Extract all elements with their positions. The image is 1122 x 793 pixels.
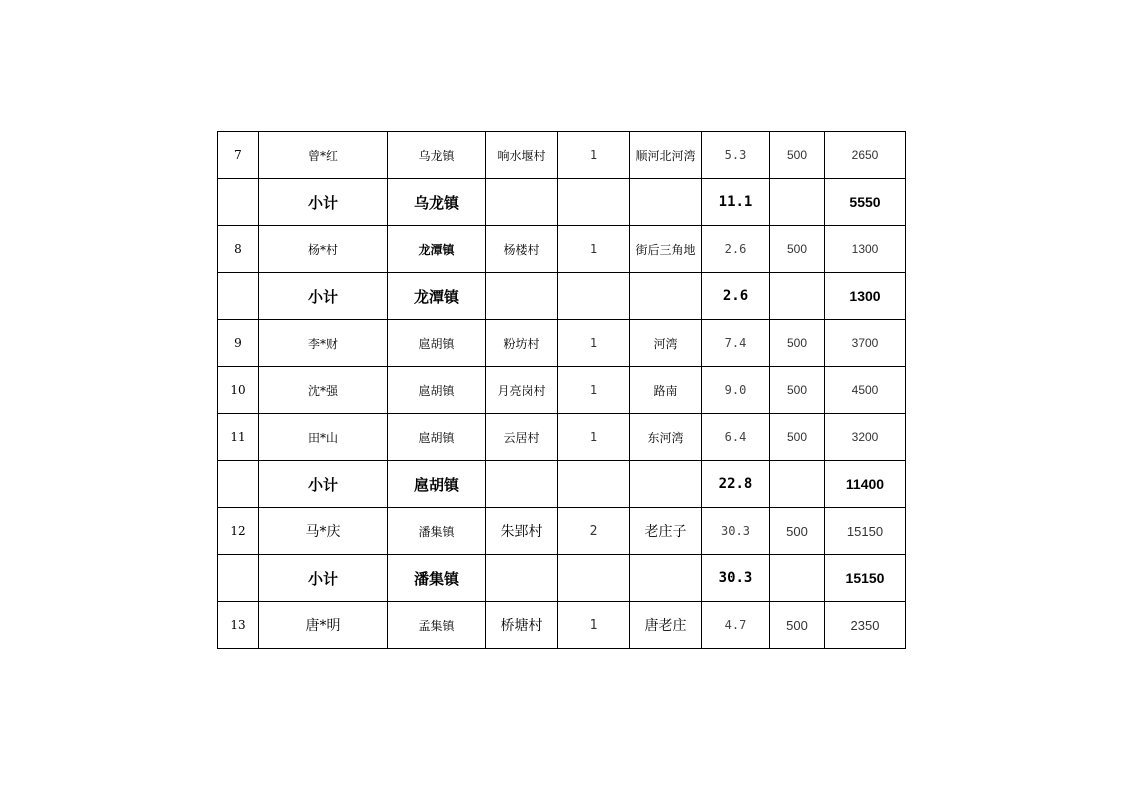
quantity-cell bbox=[558, 179, 630, 226]
table-row bbox=[218, 226, 906, 273]
row-number-cell: 13 bbox=[218, 602, 259, 649]
table-row bbox=[218, 602, 906, 649]
subtotal-row bbox=[218, 273, 906, 320]
location-cell: 顺河北河湾 bbox=[630, 132, 702, 179]
name-cell: 杨*村 bbox=[259, 226, 388, 273]
town-cell: 龙潭镇 bbox=[388, 273, 486, 320]
area-cell: 9.0 bbox=[702, 367, 770, 414]
area-cell: 7.4 bbox=[702, 320, 770, 367]
table-row bbox=[218, 132, 906, 179]
town-cell: 扈胡镇 bbox=[388, 414, 486, 461]
village-cell bbox=[486, 461, 558, 508]
rate-cell: 500 bbox=[770, 226, 825, 273]
name-cell: 唐*明 bbox=[259, 602, 388, 649]
town-cell: 乌龙镇 bbox=[388, 179, 486, 226]
location-cell: 路南 bbox=[630, 367, 702, 414]
rate-cell bbox=[770, 273, 825, 320]
village-cell: 桥塘村 bbox=[486, 602, 558, 649]
location-cell: 唐老庄 bbox=[630, 602, 702, 649]
area-cell: 30.3 bbox=[702, 508, 770, 555]
quantity-cell: 1 bbox=[558, 414, 630, 461]
rate-cell: 500 bbox=[770, 132, 825, 179]
location-cell bbox=[630, 273, 702, 320]
row-number-cell bbox=[218, 555, 259, 602]
quantity-cell: 2 bbox=[558, 508, 630, 555]
town-cell: 龙潭镇 bbox=[388, 226, 486, 273]
name-cell: 沈*强 bbox=[259, 367, 388, 414]
row-number-cell: 8 bbox=[218, 226, 259, 273]
location-cell bbox=[630, 555, 702, 602]
village-cell bbox=[486, 179, 558, 226]
name-cell: 小计 bbox=[259, 179, 388, 226]
town-cell: 乌龙镇 bbox=[388, 132, 486, 179]
amount-cell: 3700 bbox=[825, 320, 906, 367]
amount-cell: 2650 bbox=[825, 132, 906, 179]
name-cell: 曾*红 bbox=[259, 132, 388, 179]
village-cell: 响水堰村 bbox=[486, 132, 558, 179]
amount-cell: 2350 bbox=[825, 602, 906, 649]
amount-cell: 15150 bbox=[825, 555, 906, 602]
rate-cell: 500 bbox=[770, 367, 825, 414]
area-cell: 4.7 bbox=[702, 602, 770, 649]
village-cell bbox=[486, 273, 558, 320]
area-cell: 2.6 bbox=[702, 226, 770, 273]
name-cell: 小计 bbox=[259, 461, 388, 508]
village-cell: 杨楼村 bbox=[486, 226, 558, 273]
quantity-cell: 1 bbox=[558, 367, 630, 414]
quantity-cell bbox=[558, 461, 630, 508]
town-cell: 扈胡镇 bbox=[388, 461, 486, 508]
amount-cell: 1300 bbox=[825, 226, 906, 273]
quantity-cell: 1 bbox=[558, 132, 630, 179]
row-number-cell: 12 bbox=[218, 508, 259, 555]
amount-cell: 1300 bbox=[825, 273, 906, 320]
area-cell: 2.6 bbox=[702, 273, 770, 320]
area-cell: 6.4 bbox=[702, 414, 770, 461]
amount-cell: 5550 bbox=[825, 179, 906, 226]
location-cell: 老庄子 bbox=[630, 508, 702, 555]
village-cell: 云居村 bbox=[486, 414, 558, 461]
row-number-cell bbox=[218, 461, 259, 508]
location-cell: 东河湾 bbox=[630, 414, 702, 461]
table-row bbox=[218, 414, 906, 461]
subtotal-row bbox=[218, 555, 906, 602]
subtotal-row bbox=[218, 179, 906, 226]
name-cell: 李*财 bbox=[259, 320, 388, 367]
table-body bbox=[218, 132, 906, 649]
name-cell: 小计 bbox=[259, 273, 388, 320]
amount-cell: 15150 bbox=[825, 508, 906, 555]
village-cell: 粉坊村 bbox=[486, 320, 558, 367]
rate-cell: 500 bbox=[770, 602, 825, 649]
row-number-cell: 9 bbox=[218, 320, 259, 367]
village-cell: 月亮岗村 bbox=[486, 367, 558, 414]
table-row bbox=[218, 508, 906, 555]
row-number-cell: 11 bbox=[218, 414, 259, 461]
town-cell: 孟集镇 bbox=[388, 602, 486, 649]
quantity-cell bbox=[558, 555, 630, 602]
village-cell: 朱郢村 bbox=[486, 508, 558, 555]
rate-cell: 500 bbox=[770, 508, 825, 555]
town-cell: 潘集镇 bbox=[388, 508, 486, 555]
row-number-cell bbox=[218, 273, 259, 320]
rate-cell: 500 bbox=[770, 414, 825, 461]
quantity-cell bbox=[558, 273, 630, 320]
location-cell: 河湾 bbox=[630, 320, 702, 367]
town-cell: 扈胡镇 bbox=[388, 320, 486, 367]
row-number-cell bbox=[218, 179, 259, 226]
amount-cell: 4500 bbox=[825, 367, 906, 414]
name-cell: 小计 bbox=[259, 555, 388, 602]
location-cell: 街后三角地 bbox=[630, 226, 702, 273]
town-cell: 扈胡镇 bbox=[388, 367, 486, 414]
data-table bbox=[217, 131, 906, 649]
rate-cell bbox=[770, 179, 825, 226]
name-cell: 田*山 bbox=[259, 414, 388, 461]
subtotal-row bbox=[218, 461, 906, 508]
location-cell bbox=[630, 179, 702, 226]
row-number-cell: 10 bbox=[218, 367, 259, 414]
area-cell: 5.3 bbox=[702, 132, 770, 179]
town-cell: 潘集镇 bbox=[388, 555, 486, 602]
rate-cell: 500 bbox=[770, 320, 825, 367]
amount-cell: 3200 bbox=[825, 414, 906, 461]
row-number-cell: 7 bbox=[218, 132, 259, 179]
quantity-cell: 1 bbox=[558, 602, 630, 649]
rate-cell bbox=[770, 461, 825, 508]
area-cell: 30.3 bbox=[702, 555, 770, 602]
quantity-cell: 1 bbox=[558, 226, 630, 273]
quantity-cell: 1 bbox=[558, 320, 630, 367]
area-cell: 22.8 bbox=[702, 461, 770, 508]
rate-cell bbox=[770, 555, 825, 602]
amount-cell: 11400 bbox=[825, 461, 906, 508]
village-cell bbox=[486, 555, 558, 602]
location-cell bbox=[630, 461, 702, 508]
area-cell: 11.1 bbox=[702, 179, 770, 226]
table-row bbox=[218, 320, 906, 367]
name-cell: 马*庆 bbox=[259, 508, 388, 555]
table-row bbox=[218, 367, 906, 414]
